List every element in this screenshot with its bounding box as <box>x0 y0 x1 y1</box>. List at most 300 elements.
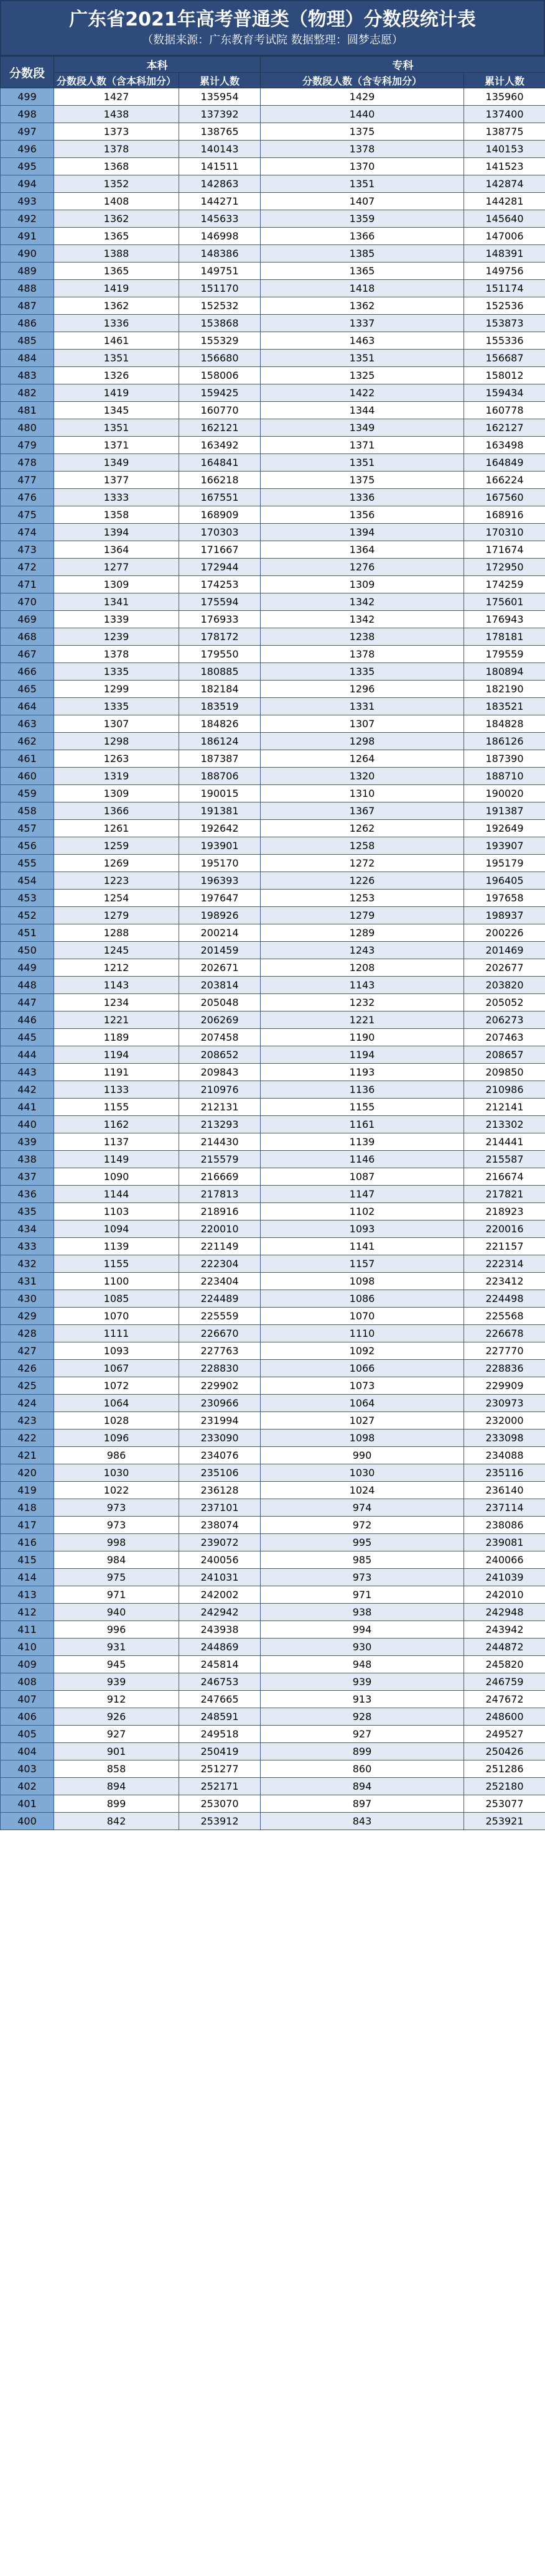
zhuanke-count-cell: 1371 <box>261 437 464 454</box>
benke-cumulative-cell: 244869 <box>179 1639 261 1656</box>
table-row <box>1 715 545 733</box>
zhuanke-count-cell: 1027 <box>261 1412 464 1430</box>
benke-count-cell: 1394 <box>54 524 179 541</box>
benke-count-cell: 1339 <box>54 611 179 628</box>
zhuanke-cumulative-cell: 179559 <box>464 646 545 663</box>
score-cell: 400 <box>1 1813 54 1830</box>
benke-count-cell: 858 <box>54 1760 179 1778</box>
table-row <box>1 472 545 489</box>
score-cell: 475 <box>1 506 54 524</box>
benke-cumulative-cell: 193901 <box>179 837 261 855</box>
zhuanke-count-cell: 899 <box>261 1743 464 1760</box>
zhuanke-count-cell: 1193 <box>261 1064 464 1081</box>
zhuanke-count-cell: 1310 <box>261 785 464 802</box>
zhuanke-cumulative-cell: 240066 <box>464 1551 545 1569</box>
score-cell: 411 <box>1 1621 54 1639</box>
zhuanke-count-cell: 1307 <box>261 715 464 733</box>
table-row <box>1 1656 545 1673</box>
benke-count-cell: 912 <box>54 1691 179 1708</box>
benke-count-cell: 1144 <box>54 1186 179 1203</box>
benke-cumulative-cell: 250419 <box>179 1743 261 1760</box>
benke-cumulative-cell: 213293 <box>179 1116 261 1133</box>
score-cell: 440 <box>1 1116 54 1133</box>
zhuanke-count-cell: 1272 <box>261 855 464 872</box>
benke-count-cell: 1022 <box>54 1482 179 1499</box>
score-cell: 476 <box>1 489 54 506</box>
score-cell: 474 <box>1 524 54 541</box>
benke-count-cell: 1143 <box>54 977 179 994</box>
zhuanke-count-cell: 1157 <box>261 1255 464 1273</box>
benke-count-cell: 1191 <box>54 1064 179 1081</box>
table-body <box>1 88 545 1830</box>
benke-count-cell: 971 <box>54 1586 179 1604</box>
zhuanke-count-cell: 1243 <box>261 942 464 959</box>
benke-cumulative-cell: 183519 <box>179 698 261 715</box>
benke-count-cell: 1364 <box>54 541 179 559</box>
table-row <box>1 1151 545 1168</box>
table-row <box>1 628 545 646</box>
zhuanke-count-cell: 843 <box>261 1813 464 1830</box>
score-cell: 493 <box>1 193 54 210</box>
benke-cumulative-cell: 230966 <box>179 1395 261 1412</box>
table-row <box>1 1482 545 1499</box>
zhuanke-count-cell: 1375 <box>261 472 464 489</box>
benke-cumulative-cell: 140143 <box>179 141 261 158</box>
zhuanke-count-cell: 1087 <box>261 1168 464 1186</box>
benke-cumulative-cell: 223404 <box>179 1273 261 1290</box>
zhuanke-cumulative-cell: 147006 <box>464 228 545 245</box>
zhuanke-cumulative-cell: 183521 <box>464 698 545 715</box>
zhuanke-cumulative-cell: 234088 <box>464 1447 545 1464</box>
benke-cumulative-cell: 247665 <box>179 1691 261 1708</box>
benke-count-cell: 926 <box>54 1708 179 1726</box>
zhuanke-count-cell: 1141 <box>261 1238 464 1255</box>
benke-count-cell: 1373 <box>54 123 179 141</box>
benke-cumulative-cell: 192642 <box>179 820 261 837</box>
table-row <box>1 367 545 384</box>
zhuanke-cumulative-cell: 209850 <box>464 1064 545 1081</box>
zhuanke-cumulative-cell: 191387 <box>464 802 545 820</box>
table-row <box>1 1621 545 1639</box>
score-cell: 482 <box>1 384 54 402</box>
score-cell: 479 <box>1 437 54 454</box>
zhuanke-count-cell: 1394 <box>261 524 464 541</box>
zhuanke-cumulative-cell: 158012 <box>464 367 545 384</box>
benke-cumulative-cell: 163492 <box>179 437 261 454</box>
benke-cumulative-cell: 141511 <box>179 158 261 175</box>
score-cell: 415 <box>1 1551 54 1569</box>
benke-cumulative-cell: 152532 <box>179 297 261 315</box>
benke-count-cell: 1352 <box>54 175 179 193</box>
table-row <box>1 158 545 175</box>
table-row <box>1 663 545 681</box>
table-row <box>1 210 545 228</box>
score-cell: 444 <box>1 1046 54 1064</box>
score-cell: 417 <box>1 1517 54 1534</box>
zhuanke-count-cell: 1366 <box>261 228 464 245</box>
table-row <box>1 263 545 280</box>
zhuanke-cumulative-cell: 250426 <box>464 1743 545 1760</box>
zhuanke-count-cell: 1407 <box>261 193 464 210</box>
table-row <box>1 506 545 524</box>
table-row <box>1 1029 545 1046</box>
score-cell: 469 <box>1 611 54 628</box>
table-row <box>1 1221 545 1238</box>
zhuanke-cumulative-cell: 245820 <box>464 1656 545 1673</box>
score-cell: 430 <box>1 1290 54 1308</box>
benke-count-cell: 1336 <box>54 315 179 332</box>
zhuanke-cumulative-cell: 174259 <box>464 576 545 593</box>
benke-count-cell: 1335 <box>54 698 179 715</box>
zhuanke-cumulative-cell: 201469 <box>464 942 545 959</box>
benke-cumulative-cell: 242942 <box>179 1604 261 1621</box>
benke-count-cell: 1133 <box>54 1081 179 1099</box>
zhuanke-cumulative-cell: 232000 <box>464 1412 545 1430</box>
benke-count-cell: 1377 <box>54 472 179 489</box>
zhuanke-count-cell: 1418 <box>261 280 464 297</box>
zhuanke-count-cell: 1279 <box>261 907 464 924</box>
zhuanke-cumulative-cell: 214441 <box>464 1133 545 1151</box>
zhuanke-cumulative-cell: 148391 <box>464 245 545 263</box>
benke-count-cell: 1245 <box>54 942 179 959</box>
benke-cumulative-cell: 207458 <box>179 1029 261 1046</box>
zhuanke-count-cell: 1110 <box>261 1325 464 1342</box>
zhuanke-count-cell: 1351 <box>261 350 464 367</box>
score-cell: 423 <box>1 1412 54 1430</box>
zhuanke-count-cell: 985 <box>261 1551 464 1569</box>
benke-cumulative-cell: 222304 <box>179 1255 261 1273</box>
zhuanke-cumulative-cell: 192649 <box>464 820 545 837</box>
zhuanke-cumulative-cell: 244872 <box>464 1639 545 1656</box>
table-row <box>1 350 545 367</box>
zhuanke-cumulative-cell: 135960 <box>464 88 545 106</box>
benke-cumulative-cell: 229902 <box>179 1377 261 1395</box>
zhuanke-count-cell: 990 <box>261 1447 464 1464</box>
table-row <box>1 1534 545 1551</box>
benke-count-cell: 1299 <box>54 681 179 698</box>
table-row <box>1 228 545 245</box>
zhuanke-cumulative-cell: 218923 <box>464 1203 545 1221</box>
table-row <box>1 646 545 663</box>
benke-count-cell: 1239 <box>54 628 179 646</box>
zhuanke-cumulative-cell: 253077 <box>464 1795 545 1813</box>
score-cell: 422 <box>1 1430 54 1447</box>
zhuanke-cumulative-cell: 190020 <box>464 785 545 802</box>
score-cell: 472 <box>1 559 54 576</box>
benke-count-cell: 1072 <box>54 1377 179 1395</box>
zhuanke-count-cell: 1342 <box>261 611 464 628</box>
benke-cumulative-cell: 196393 <box>179 872 261 890</box>
zhuanke-count-cell: 1070 <box>261 1308 464 1325</box>
table-row <box>1 1290 545 1308</box>
zhuanke-cumulative-cell: 203820 <box>464 977 545 994</box>
zhuanke-count-cell: 1064 <box>261 1395 464 1412</box>
benke-cumulative-cell: 217813 <box>179 1186 261 1203</box>
zhuanke-cumulative-cell: 208657 <box>464 1046 545 1064</box>
benke-cumulative-cell: 240056 <box>179 1551 261 1569</box>
benke-count-cell: 1378 <box>54 646 179 663</box>
benke-cumulative-cell: 175594 <box>179 593 261 611</box>
zhuanke-count-cell: 1362 <box>261 297 464 315</box>
table-row <box>1 681 545 698</box>
table-row <box>1 1517 545 1534</box>
table-row <box>1 88 545 106</box>
benke-cumulative-cell: 195170 <box>179 855 261 872</box>
zhuanke-count-cell: 1337 <box>261 315 464 332</box>
table-row <box>1 1604 545 1621</box>
zhuanke-cumulative-cell: 228836 <box>464 1360 545 1377</box>
benke-cumulative-cell: 238074 <box>179 1517 261 1534</box>
zhuanke-cumulative-cell: 184828 <box>464 715 545 733</box>
table-row <box>1 1116 545 1133</box>
score-cell: 457 <box>1 820 54 837</box>
score-cell: 462 <box>1 733 54 750</box>
score-cell: 410 <box>1 1639 54 1656</box>
benke-count-cell: 1309 <box>54 576 179 593</box>
zhuanke-count-cell: 1289 <box>261 924 464 942</box>
benke-count-cell: 986 <box>54 1447 179 1464</box>
zhuanke-cumulative-cell: 206273 <box>464 1011 545 1029</box>
benke-cumulative-cell: 164841 <box>179 454 261 472</box>
score-cell: 402 <box>1 1778 54 1795</box>
benke-count-cell: 1371 <box>54 437 179 454</box>
score-cell: 465 <box>1 681 54 698</box>
table-row <box>1 942 545 959</box>
benke-count-cell: 1221 <box>54 1011 179 1029</box>
benke-cumulative-cell: 218916 <box>179 1203 261 1221</box>
score-cell: 455 <box>1 855 54 872</box>
benke-cumulative-cell: 237101 <box>179 1499 261 1517</box>
zhuanke-count-cell: 1258 <box>261 837 464 855</box>
benke-count-cell: 940 <box>54 1604 179 1621</box>
table-row <box>1 1308 545 1325</box>
benke-cumulative-cell: 227763 <box>179 1342 261 1360</box>
benke-cumulative-cell: 239072 <box>179 1534 261 1551</box>
table-row <box>1 141 545 158</box>
benke-cumulative-cell: 208652 <box>179 1046 261 1064</box>
zhuanke-count-cell: 1073 <box>261 1377 464 1395</box>
benke-cumulative-cell: 253070 <box>179 1795 261 1813</box>
benke-count-cell: 1094 <box>54 1221 179 1238</box>
header-score: 分数段 <box>1 57 54 88</box>
zhuanke-cumulative-cell: 195179 <box>464 855 545 872</box>
table-row <box>1 384 545 402</box>
zhuanke-cumulative-cell: 182190 <box>464 681 545 698</box>
benke-count-cell: 1064 <box>54 1395 179 1412</box>
benke-cumulative-cell: 197647 <box>179 890 261 907</box>
zhuanke-cumulative-cell: 252180 <box>464 1778 545 1795</box>
table-row <box>1 1412 545 1430</box>
zhuanke-count-cell: 1331 <box>261 698 464 715</box>
benke-cumulative-cell: 179550 <box>179 646 261 663</box>
benke-cumulative-cell: 233090 <box>179 1430 261 1447</box>
table-row <box>1 1569 545 1586</box>
score-cell: 458 <box>1 802 54 820</box>
zhuanke-count-cell: 1370 <box>261 158 464 175</box>
score-cell: 406 <box>1 1708 54 1726</box>
zhuanke-count-cell: 1139 <box>261 1133 464 1151</box>
benke-count-cell: 1067 <box>54 1360 179 1377</box>
benke-cumulative-cell: 171667 <box>179 541 261 559</box>
benke-cumulative-cell: 243938 <box>179 1621 261 1639</box>
table-row <box>1 1046 545 1064</box>
benke-count-cell: 1335 <box>54 663 179 681</box>
zhuanke-cumulative-cell: 233098 <box>464 1430 545 1447</box>
zhuanke-count-cell: 1238 <box>261 628 464 646</box>
score-cell: 486 <box>1 315 54 332</box>
zhuanke-count-cell: 1253 <box>261 890 464 907</box>
benke-cumulative-cell: 137392 <box>179 106 261 123</box>
benke-cumulative-cell: 234076 <box>179 1447 261 1464</box>
zhuanke-count-cell: 1365 <box>261 263 464 280</box>
zhuanke-cumulative-cell: 178181 <box>464 628 545 646</box>
score-cell: 467 <box>1 646 54 663</box>
zhuanke-cumulative-cell: 227770 <box>464 1342 545 1360</box>
score-cell: 480 <box>1 419 54 437</box>
table-row <box>1 1639 545 1656</box>
table-row <box>1 1168 545 1186</box>
benke-count-cell: 1279 <box>54 907 179 924</box>
benke-cumulative-cell: 166218 <box>179 472 261 489</box>
table-row <box>1 332 545 350</box>
table-row <box>1 1273 545 1290</box>
score-cell: 485 <box>1 332 54 350</box>
score-cell: 404 <box>1 1743 54 1760</box>
table-row <box>1 907 545 924</box>
zhuanke-count-cell: 1296 <box>261 681 464 698</box>
zhuanke-cumulative-cell: 229909 <box>464 1377 545 1395</box>
benke-count-cell: 1419 <box>54 280 179 297</box>
score-cell: 463 <box>1 715 54 733</box>
benke-count-cell: 973 <box>54 1517 179 1534</box>
zhuanke-cumulative-cell: 164849 <box>464 454 545 472</box>
zhuanke-count-cell: 1385 <box>261 245 464 263</box>
zhuanke-cumulative-cell: 221157 <box>464 1238 545 1255</box>
zhuanke-count-cell: 1356 <box>261 506 464 524</box>
score-cell: 495 <box>1 158 54 175</box>
zhuanke-count-cell: 1066 <box>261 1360 464 1377</box>
zhuanke-cumulative-cell: 163498 <box>464 437 545 454</box>
zhuanke-count-cell: 1086 <box>261 1290 464 1308</box>
table-row <box>1 768 545 785</box>
zhuanke-cumulative-cell: 253921 <box>464 1813 545 1830</box>
benke-count-cell: 1263 <box>54 750 179 768</box>
zhuanke-count-cell: 1098 <box>261 1273 464 1290</box>
score-cell: 464 <box>1 698 54 715</box>
zhuanke-cumulative-cell: 243942 <box>464 1621 545 1639</box>
score-cell: 470 <box>1 593 54 611</box>
benke-count-cell: 1438 <box>54 106 179 123</box>
score-cell: 407 <box>1 1691 54 1708</box>
table-row <box>1 1081 545 1099</box>
benke-count-cell: 1408 <box>54 193 179 210</box>
table-row <box>1 1255 545 1273</box>
benke-cumulative-cell: 201459 <box>179 942 261 959</box>
benke-count-cell: 1351 <box>54 350 179 367</box>
benke-count-cell: 1028 <box>54 1412 179 1430</box>
zhuanke-count-cell: 972 <box>261 1517 464 1534</box>
table-row <box>1 1325 545 1342</box>
score-cell: 418 <box>1 1499 54 1517</box>
table-row <box>1 1342 545 1360</box>
table-row <box>1 419 545 437</box>
benke-cumulative-cell: 153868 <box>179 315 261 332</box>
score-cell: 434 <box>1 1221 54 1238</box>
benke-count-cell: 1365 <box>54 228 179 245</box>
table-row <box>1 1377 545 1395</box>
zhuanke-cumulative-cell: 212141 <box>464 1099 545 1116</box>
benke-count-cell: 1149 <box>54 1151 179 1168</box>
zhuanke-cumulative-cell: 236140 <box>464 1482 545 1499</box>
zhuanke-cumulative-cell: 167560 <box>464 489 545 506</box>
benke-cumulative-cell: 158006 <box>179 367 261 384</box>
table-row <box>1 1464 545 1482</box>
zhuanke-cumulative-cell: 152536 <box>464 297 545 315</box>
benke-count-cell: 899 <box>54 1795 179 1813</box>
score-cell: 413 <box>1 1586 54 1604</box>
zhuanke-cumulative-cell: 224498 <box>464 1290 545 1308</box>
table-row <box>1 733 545 750</box>
benke-count-cell: 1111 <box>54 1325 179 1342</box>
benke-count-cell: 1288 <box>54 924 179 942</box>
zhuanke-count-cell: 1440 <box>261 106 464 123</box>
score-cell: 427 <box>1 1342 54 1360</box>
benke-count-cell: 842 <box>54 1813 179 1830</box>
zhuanke-cumulative-cell: 171674 <box>464 541 545 559</box>
table-row <box>1 193 545 210</box>
table-row <box>1 1499 545 1517</box>
zhuanke-count-cell: 1155 <box>261 1099 464 1116</box>
table-row <box>1 959 545 977</box>
benke-count-cell: 984 <box>54 1551 179 1569</box>
table-row <box>1 280 545 297</box>
benke-cumulative-cell: 145633 <box>179 210 261 228</box>
table-row <box>1 1099 545 1116</box>
benke-count-cell: 1326 <box>54 367 179 384</box>
table-row <box>1 1186 545 1203</box>
score-cell: 449 <box>1 959 54 977</box>
zhuanke-count-cell: 1102 <box>261 1203 464 1221</box>
benke-cumulative-cell: 135954 <box>179 88 261 106</box>
zhuanke-count-cell: 1422 <box>261 384 464 402</box>
score-cell: 425 <box>1 1377 54 1395</box>
zhuanke-cumulative-cell: 247672 <box>464 1691 545 1708</box>
benke-count-cell: 939 <box>54 1673 179 1691</box>
benke-cumulative-cell: 246753 <box>179 1673 261 1691</box>
zhuanke-count-cell: 1232 <box>261 994 464 1011</box>
score-cell: 438 <box>1 1151 54 1168</box>
zhuanke-count-cell: 897 <box>261 1795 464 1813</box>
benke-count-cell: 1139 <box>54 1238 179 1255</box>
score-cell: 420 <box>1 1464 54 1482</box>
zhuanke-cumulative-cell: 156687 <box>464 350 545 367</box>
score-cell: 443 <box>1 1064 54 1081</box>
score-cell: 494 <box>1 175 54 193</box>
benke-cumulative-cell: 235106 <box>179 1464 261 1482</box>
zhuanke-count-cell: 1092 <box>261 1342 464 1360</box>
zhuanke-cumulative-cell: 162127 <box>464 419 545 437</box>
zhuanke-cumulative-cell: 207463 <box>464 1029 545 1046</box>
zhuanke-count-cell: 974 <box>261 1499 464 1517</box>
benke-cumulative-cell: 156680 <box>179 350 261 367</box>
zhuanke-cumulative-cell: 205052 <box>464 994 545 1011</box>
zhuanke-cumulative-cell: 246759 <box>464 1673 545 1691</box>
table-row <box>1 1586 545 1604</box>
benke-count-cell: 1269 <box>54 855 179 872</box>
table-header <box>1 57 545 88</box>
header-zhuanke: 专科 <box>261 57 545 73</box>
score-cell: 403 <box>1 1760 54 1778</box>
